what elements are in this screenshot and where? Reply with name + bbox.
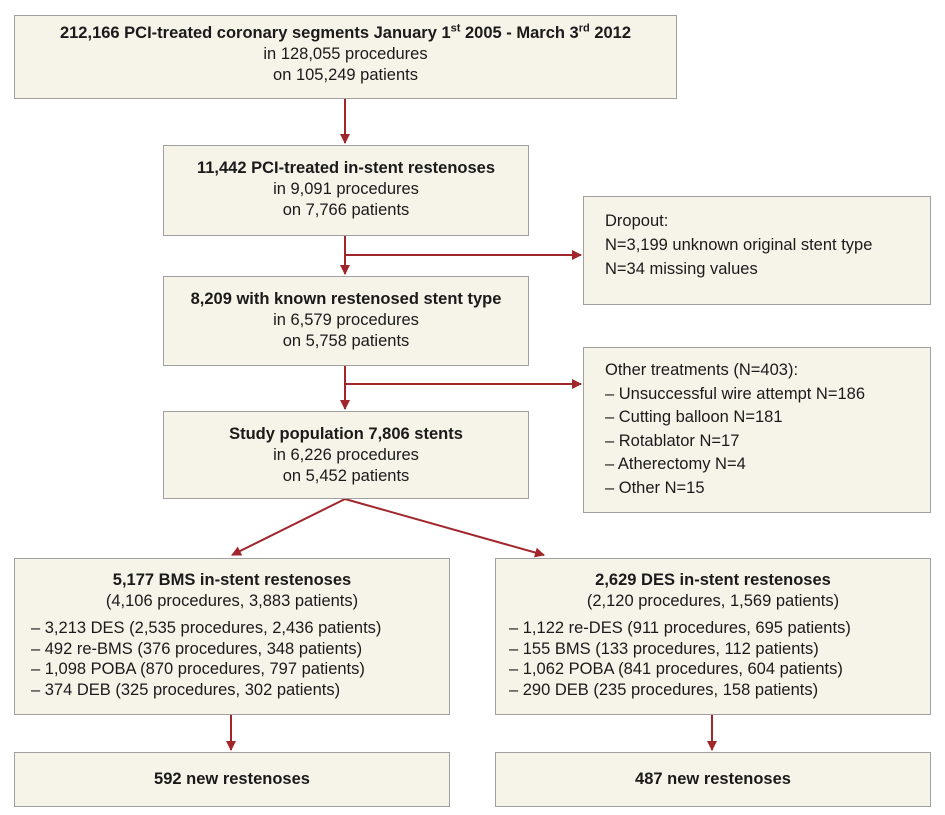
isr-patients: on 7,766 patients <box>282 201 410 219</box>
dropout-item: N=3,199 unknown original stent type <box>605 236 873 254</box>
bms-title: 5,177 BMS in-stent restenoses <box>112 571 352 589</box>
des-subtitle: (2,120 procedures, 1,569 patients) <box>586 591 840 610</box>
bms-outcome: 592 new restenoses <box>154 770 310 788</box>
total-patients: on 105,249 patients <box>273 66 418 84</box>
study-title: Study population 7,806 stents <box>229 425 463 443</box>
box-in-stent-restenoses <box>163 145 529 236</box>
box-other-treatments <box>583 347 931 513</box>
other-item: – Atherectomy N=4 <box>605 455 746 473</box>
des-item: – 290 DEB (235 procedures, 158 patients) <box>509 680 819 699</box>
dropout-title: Dropout: <box>605 212 669 230</box>
other-item: – Other N=15 <box>605 478 705 497</box>
box-bms-outcome <box>14 752 450 807</box>
total-segments-title: 212,166 PCI-treated coronary segments January 1st 2005 - March 3rd 2012 <box>59 22 632 42</box>
other-item: – Unsuccessful wire attempt N=186 <box>605 384 865 403</box>
isr-title: 11,442 PCI-treated in-stent restenoses <box>196 159 496 177</box>
other-title: Other treatments (N=403): <box>605 361 799 379</box>
bms-subtitle: (4,106 procedures, 3,883 patients) <box>105 591 359 610</box>
box-dropout <box>583 196 931 305</box>
des-item: – 1,122 re-DES (911 procedures, 695 patients) <box>509 619 851 637</box>
des-title: 2,629 DES in-stent restenoses <box>595 571 831 589</box>
arrow-study-to-bms <box>232 499 345 555</box>
study-procedures: in 6,226 procedures <box>273 446 419 464</box>
bms-item: – 374 DEB (325 procedures, 302 patients) <box>31 680 341 699</box>
study-patients: on 5,452 patients <box>282 467 410 485</box>
known-title: 8,209 with known restenosed stent type <box>190 290 502 308</box>
box-des-restenoses <box>495 558 931 715</box>
other-item: – Rotablator N=17 <box>605 431 740 450</box>
bms-item: – 1,098 POBA (870 procedures, 797 patients) <box>31 660 365 678</box>
isr-procedures: in 9,091 procedures <box>273 180 419 198</box>
dropout-item: N=34 missing values <box>605 260 758 278</box>
known-patients: on 5,758 patients <box>282 332 410 350</box>
des-item: – 1,062 POBA (841 procedures, 604 patients) <box>509 660 843 678</box>
des-item: – 155 BMS (133 procedures, 112 patients) <box>509 639 819 658</box>
box-known-stent-type <box>163 276 529 366</box>
total-procedures: in 128,055 procedures <box>263 45 428 63</box>
box-total-segments <box>14 15 677 99</box>
box-des-outcome <box>495 752 931 807</box>
bms-item: – 492 re-BMS (376 procedures, 348 patients) <box>31 639 363 658</box>
box-study-population <box>163 411 529 499</box>
known-procedures: in 6,579 procedures <box>273 311 419 329</box>
bms-item: – 3,213 DES (2,535 procedures, 2,436 patients) <box>31 619 382 637</box>
other-item: – Cutting balloon N=181 <box>605 408 783 426</box>
des-outcome: 487 new restenoses <box>635 770 791 788</box>
box-bms-restenoses <box>14 558 450 715</box>
arrow-study-to-des <box>345 499 544 555</box>
